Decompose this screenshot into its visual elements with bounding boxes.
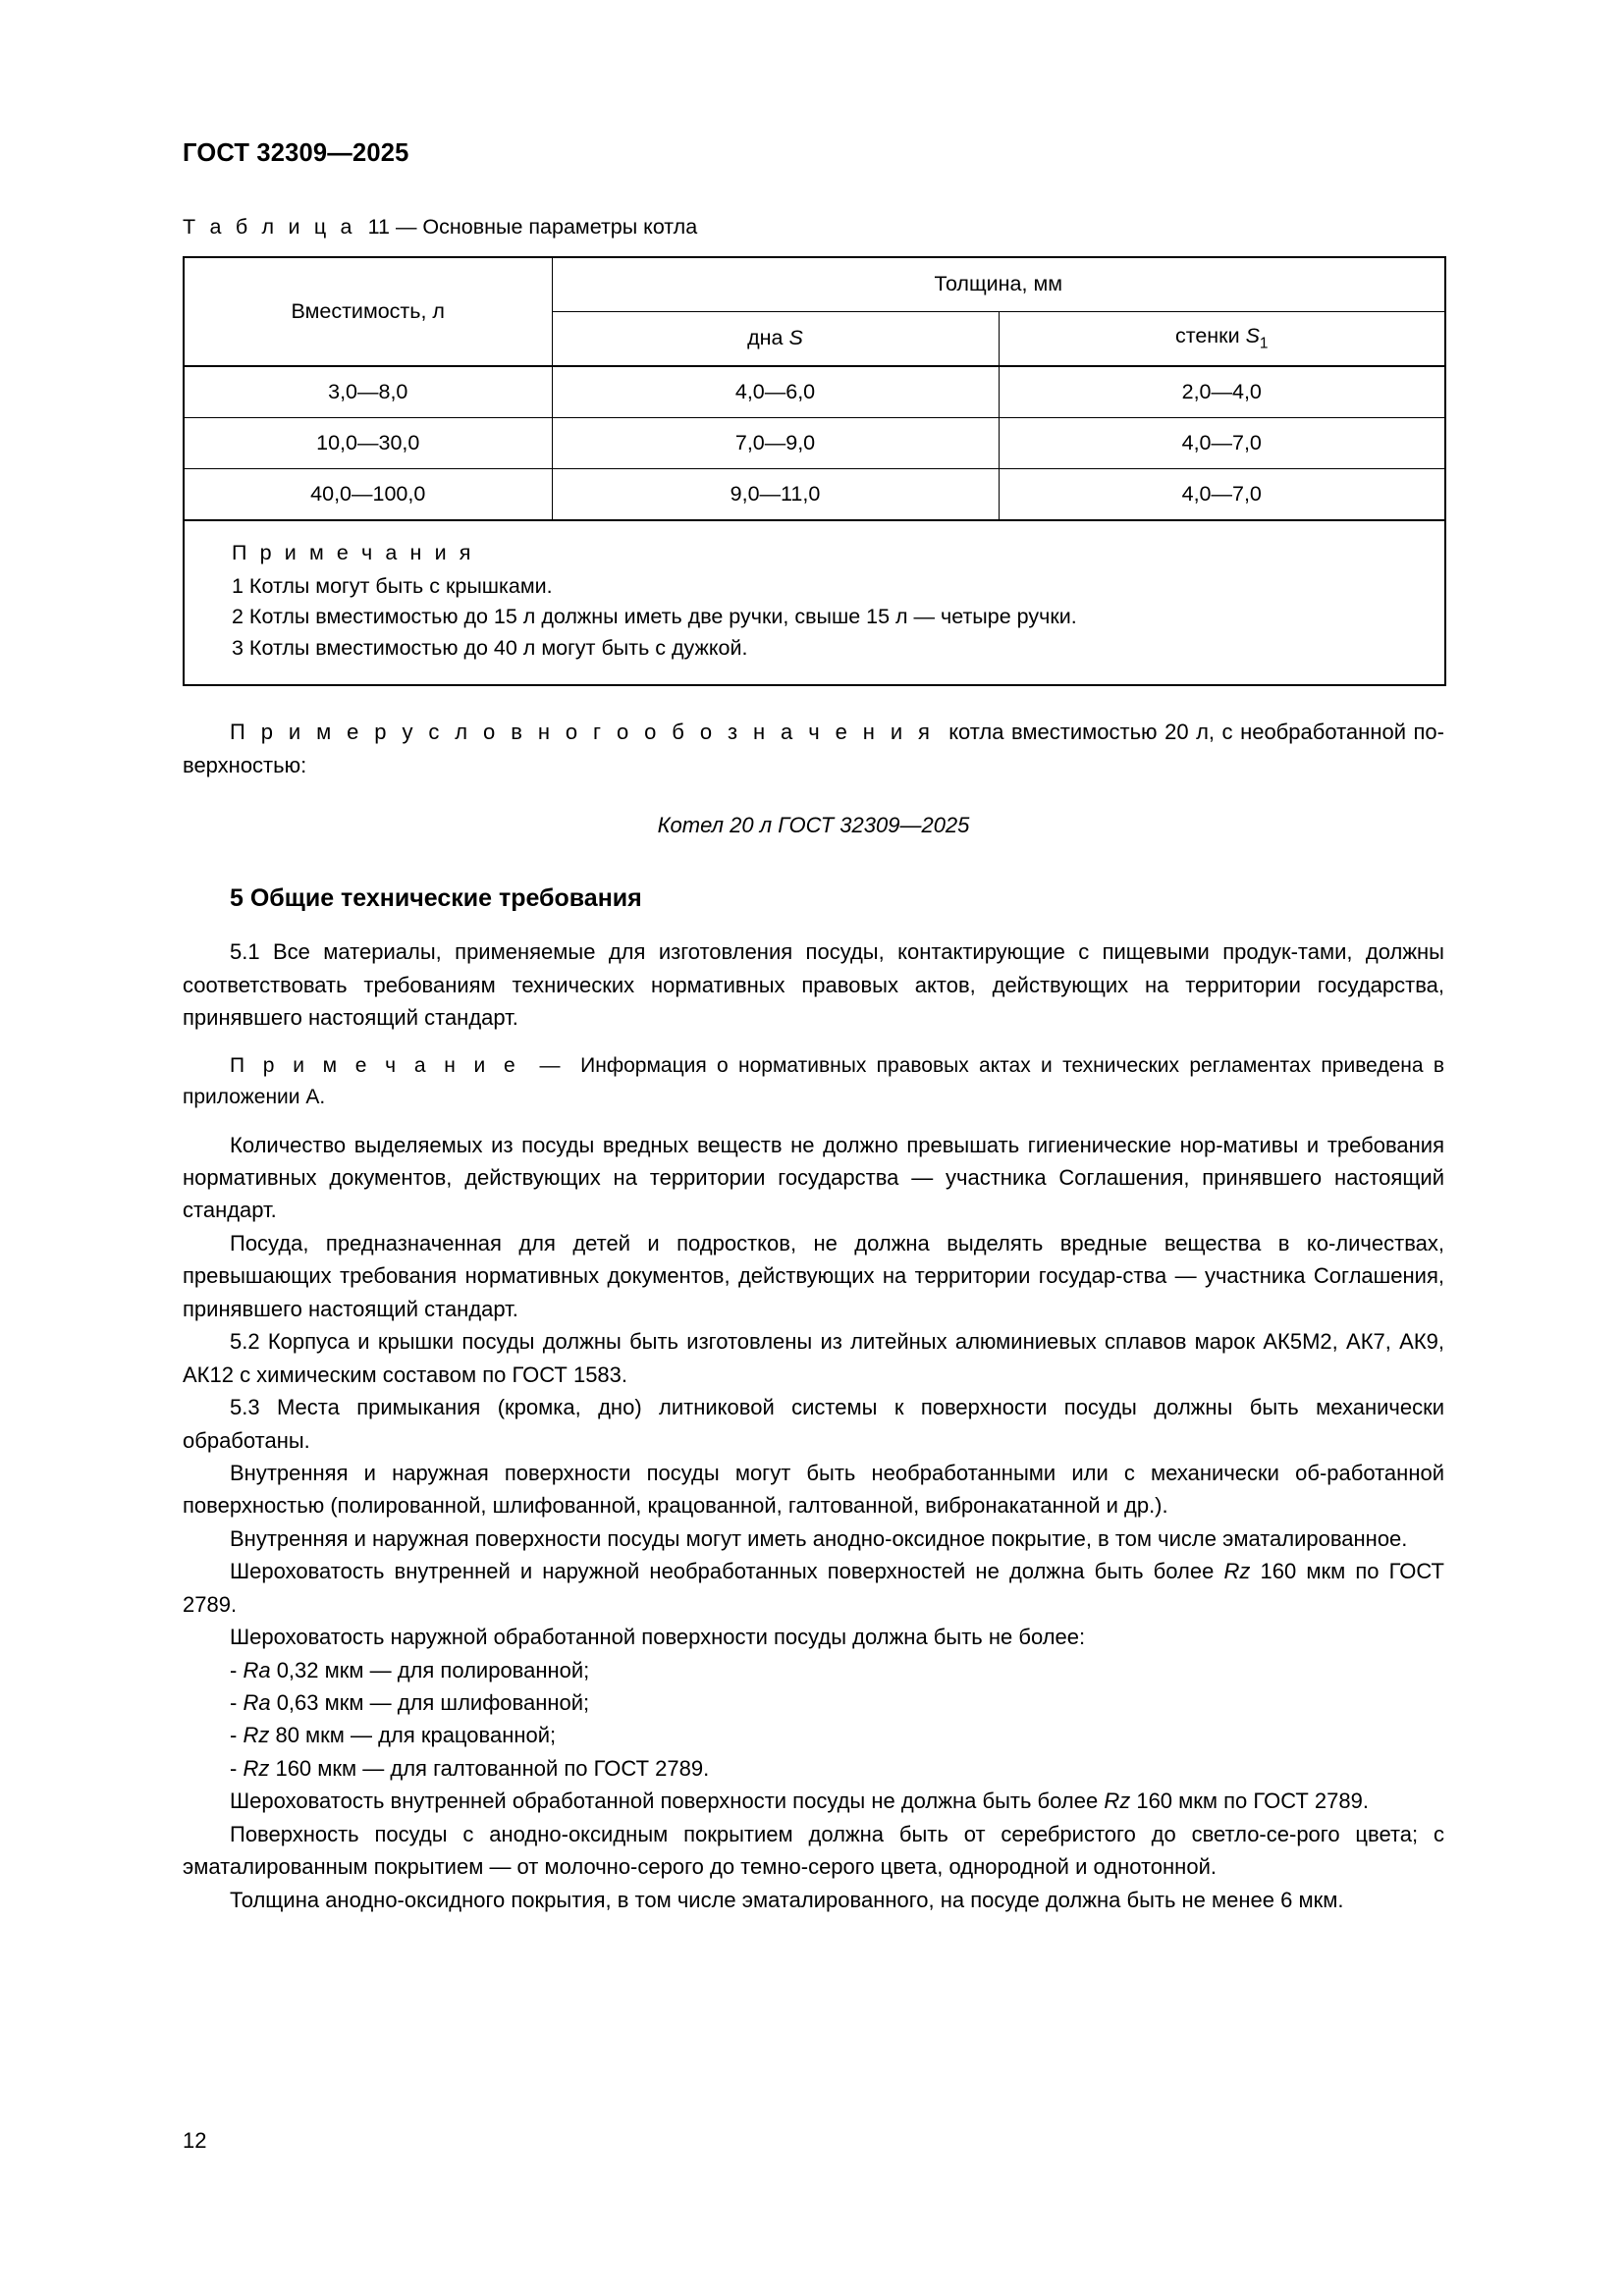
list-text: 0,63 мкм — для шлифованной; [270,1690,590,1716]
designation-text: котла вместимостью 20 л, с необработанной по-верхностью: [183,720,1444,777]
designation-paragraph [183,716,1444,781]
note-item: 2 Котлы вместимостью до 15 л должны иметь две ручки, свыше 15 л — четыре ручки. [232,605,1077,629]
list-symbol: Ra [243,1657,271,1682]
roughness-list [183,1654,1444,1786]
table-body [184,366,1445,685]
roughness-raw-text-b: 160 мкм по ГОСТ 2789. [183,1559,1444,1617]
table-caption-number: 11 [367,215,390,240]
paragraph-anodic-coating: Внутренняя и наружная поверхности посуды могут иметь анодно-оксидное покрытие, в том числе эматалированное. [230,1525,1408,1551]
paragraph-roughness-outer: Шероховатость наружной обработанной поверхности посуды должна быть не более: [230,1625,1086,1650]
table-caption [183,215,1444,240]
note-dash: — [539,1053,561,1077]
cell-wall: 4,0—7,0 [999,417,1445,468]
notes-title: П р и м е ч а н и я [232,540,475,564]
header-wall-prefix: стенки [1174,324,1246,348]
designation-example: Котел 20 л ГОСТ 32309—2025 [657,812,970,837]
list-symbol: Rz [243,1723,270,1748]
list-dash: - [230,1755,238,1781]
table-caption-dash: — [395,215,417,240]
list-dash: - [230,1657,238,1682]
list-item [183,1654,1444,1686]
note-paragraph [183,1050,1444,1113]
list-symbol: Ra [243,1690,271,1716]
cell-capacity: 3,0—8,0 [184,366,552,418]
table-caption-label: Т а б л и ц а [183,215,356,240]
cell-bottom: 7,0—9,0 [552,417,999,468]
designation-label: П р и м е р у с л о в н о г о о б о з н а ч е н и я [230,720,935,745]
running-header: ГОСТ 32309—2025 [183,139,409,167]
cell-wall: 4,0—7,0 [999,468,1445,520]
list-item [183,1752,1444,1785]
cell-capacity: 10,0—30,0 [184,417,552,468]
header-wall-symbol: S [1245,324,1260,348]
cell-bottom: 4,0—6,0 [552,366,999,418]
list-text: 160 мкм — для галтованной по ГОСТ 2789. [269,1755,710,1781]
header-thickness-group: Толщина, мм [552,257,1445,312]
list-item [183,1719,1444,1751]
cell-capacity: 40,0—100,0 [184,468,552,520]
roughness-raw-symbol: Rz [1223,1559,1251,1584]
page-content [183,0,1444,1916]
roughness-raw-text-a: Шероховатость внутренней и наружной необработанных поверхностей не должна быть более [230,1559,1224,1584]
cell-wall: 2,0—4,0 [999,366,1445,418]
header-bottom-symbol: S [788,326,803,350]
paragraph-harmful-substances: Количество выделяемых из посуды вредных веществ не должно превышать гигиенические нор-мативы и требования нормативных документов, действующих на территории государства — участника Соглашения, принявшего настоящий стандарт. [183,1132,1444,1223]
table-row [184,468,1445,520]
paragraph-roughness-inner [183,1785,1444,1817]
paragraph-coating-thickness: Толщина анодно-оксидного покрытия, в том числе эматалированного, на посуде должна быть не менее 6 мкм. [230,1887,1344,1912]
table-notes [184,520,1445,685]
table-caption-title: Основные параметры котла [422,215,698,240]
paragraph-surface-treatment: Внутренняя и наружная поверхности посуды могут быть необработанными или с механически об-работанной поверхностью (полированной, шлифованной, крацованной, галтованной, вибронакатанной и др.). [183,1460,1444,1519]
header-bottom-thickness [552,311,999,366]
page-number: 12 [183,2128,207,2153]
cell-bottom: 9,0—11,0 [552,468,999,520]
roughness-inner-symbol: Rz [1104,1789,1131,1814]
header-bottom-prefix: дна [747,326,789,350]
list-text: 0,32 мкм — для полированной; [270,1657,590,1682]
header-wall-thickness [999,311,1445,366]
table-head [184,257,1445,366]
list-text: 80 мкм — для крацованной; [269,1723,557,1748]
list-dash: - [230,1723,238,1748]
note-text: Информация о нормативных правовых актах и технических регламентах приведена в приложении А. [183,1053,1445,1108]
note-item: 3 Котлы вместимостью до 40 л могут быть с дужкой. [232,636,748,661]
note-label: П р и м е ч а н и е [230,1053,519,1077]
table-row [184,366,1445,418]
paragraph-5-3: 5.3 Места примыкания (кромка, дно) литниковой системы к поверхности посуды должны быть механически обработаны. [183,1395,1444,1453]
list-item [183,1686,1444,1719]
paragraph-roughness-raw [183,1555,1444,1621]
roughness-inner-text-a: Шероховатость внутренней обработанной поверхности посуды не должна быть более [230,1789,1105,1814]
paragraph-5-1: 5.1 Все материалы, применяемые для изготовления посуды, контактирующие с пищевыми продук-тами, должны соответствовать требованиям технических нормативных правовых актов, действующих на территории государства, принявшего настоящий стандарт. [183,939,1444,1031]
header-wall-index: 1 [1259,335,1269,352]
paragraph-children-ware: Посуда, предназначенная для детей и подростков, не должна выделять вредные вещества в ко-личествах, превышающих требования нормативных документов, действующих на территории государ-ства — участника Соглашения, принявшего настоящий стандарт. [183,1230,1444,1321]
roughness-inner-text-b: 160 мкм по ГОСТ 2789. [1130,1789,1369,1814]
table-header-row-1 [184,257,1445,312]
page-title: 5 Общие технические требования [230,883,642,912]
table-notes-row [184,520,1445,685]
parameters-table [183,256,1446,686]
list-symbol: Rz [243,1755,270,1781]
header-capacity: Вместимость, л [184,257,552,366]
table-row [184,417,1445,468]
note-item: 1 Котлы могут быть с крышками. [232,573,553,598]
paragraph-5-2: 5.2 Корпуса и крышки посуды должны быть изготовлены из литейных алюминиевых сплавов марок АК5М2, АК7, АК9, АК12 с химическим составом по ГОСТ 1583. [183,1329,1444,1387]
paragraph-coating-color: Поверхность посуды с анодно-оксидным покрытием должна быть от серебристого до светло-се-рого цвета; с эматалированным покрытием — от молочно-серого до темно-серого цвета, однородной и однотонной. [183,1821,1444,1880]
list-dash: - [230,1690,238,1716]
